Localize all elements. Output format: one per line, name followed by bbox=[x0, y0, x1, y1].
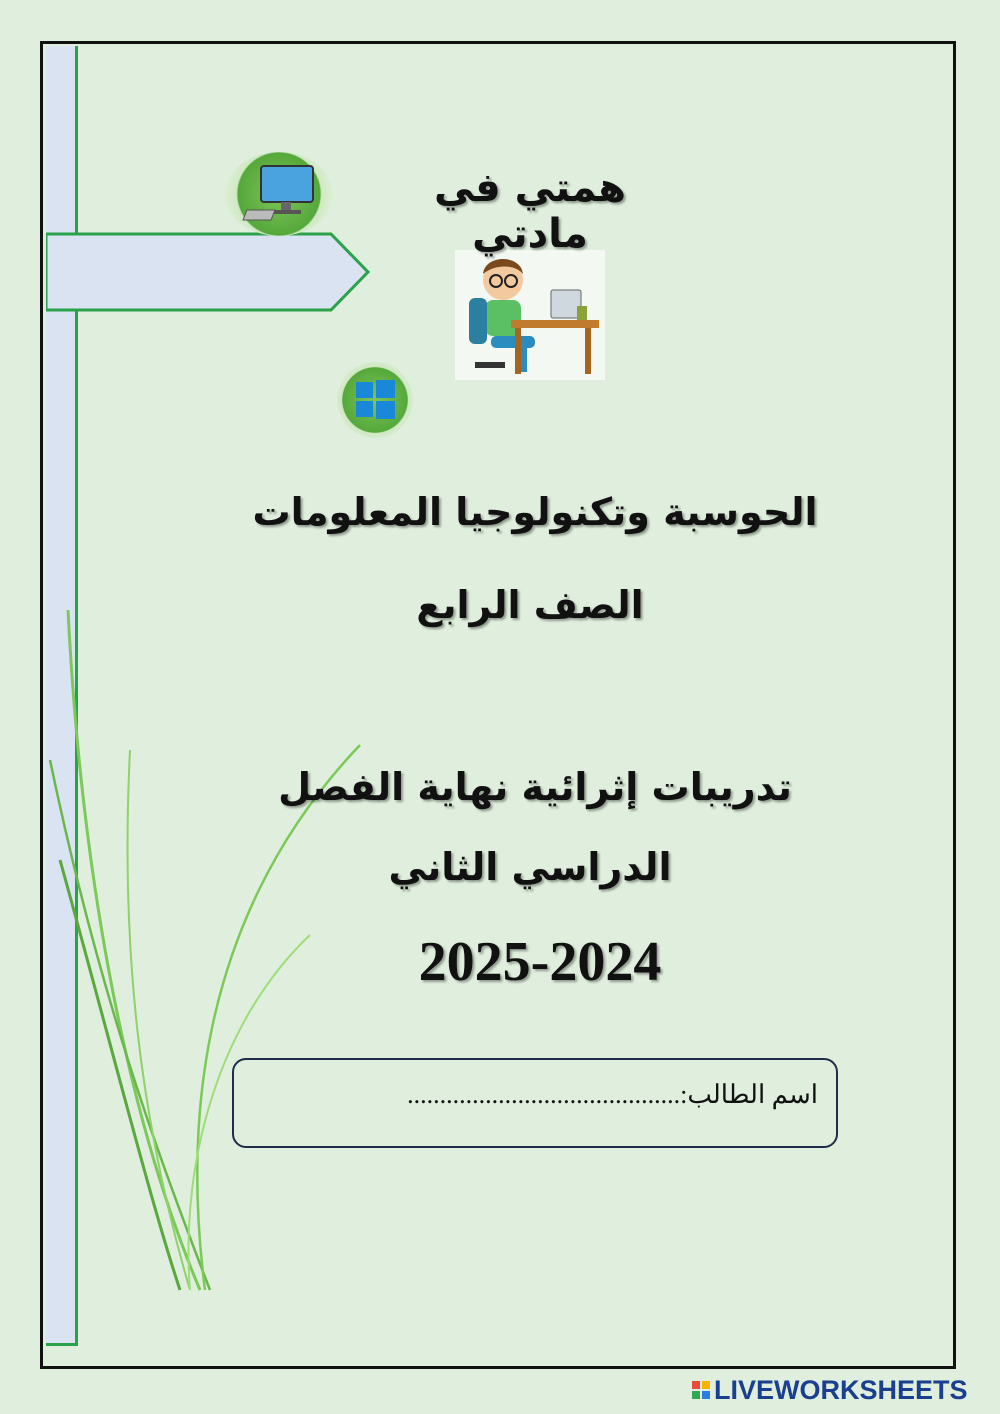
liveworksheets-logo bbox=[692, 1374, 968, 1406]
arrow-banner bbox=[46, 230, 376, 314]
student-name-box[interactable] bbox=[232, 1058, 838, 1148]
cover-title: همتي في مادتي bbox=[434, 165, 626, 257]
grass-decoration bbox=[40, 600, 370, 1300]
desktop-computer-icon bbox=[225, 152, 333, 236]
semester-title: الدراسي الثاني bbox=[388, 845, 672, 889]
student-name-label: اسم الطالب:.......................................... bbox=[407, 1080, 818, 1109]
grade-title: الصف الرابع bbox=[416, 583, 644, 627]
academic-year: 2025-2024 bbox=[418, 931, 662, 993]
windows-logo-icon bbox=[337, 362, 413, 438]
subject-title: الحوسبة وتكنولوجيا المعلومات bbox=[252, 490, 818, 534]
exercises-title: تدريبات إثرائية نهاية الفصل bbox=[278, 765, 792, 809]
student-at-desk-illustration bbox=[455, 250, 605, 380]
liveworksheets-text: LIVEWORKSHEETS bbox=[714, 1374, 968, 1405]
liveworksheets-grid-icon bbox=[692, 1381, 710, 1399]
